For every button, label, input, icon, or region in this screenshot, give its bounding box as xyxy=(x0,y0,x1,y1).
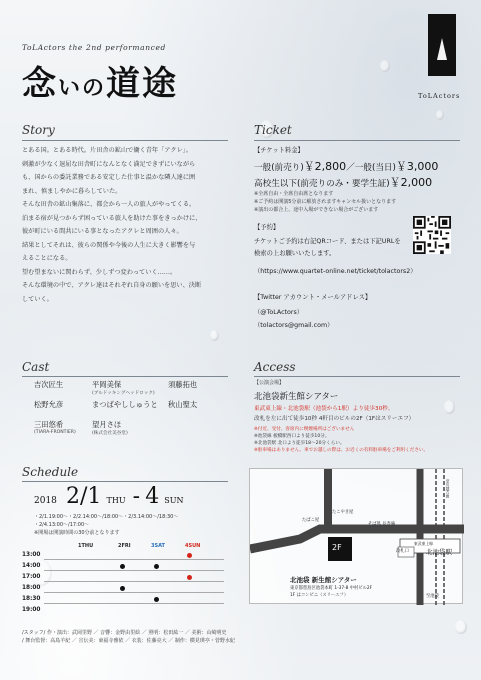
ticket-type: ／一般(当日) xyxy=(346,163,396,173)
performance-dot xyxy=(120,564,125,569)
schedule-note: ・2/4.13:00〜/17:00〜 xyxy=(34,522,90,528)
grid-time: 17:00 xyxy=(22,574,41,580)
access-map[interactable] xyxy=(249,468,463,604)
grid-column-label: 4SUN xyxy=(185,543,201,549)
story-line: 結果としてそれは、彼らの関係や今後の人生に大きく影響を与 xyxy=(22,241,196,249)
schedule-note: ※開場は開演時間の30分前となります xyxy=(34,530,120,536)
access-note: ※池袋線 板橋駅西口より徒歩10分。 xyxy=(254,434,330,439)
map-shop: たこやき屋 xyxy=(332,510,354,515)
grid-time: 18:30 xyxy=(22,596,41,602)
reserve-line: チケットご予約は右記QRコード、または下記URLを xyxy=(254,238,401,245)
credit-line: / 舞台監督：高島羊紀 ／ 宣伝美：東福寺雅依 ／ 衣装：佐藤亮大 ／ 制作：横見瑛亭・菅野水紀 xyxy=(22,638,235,644)
directions-text: 改札を左に出て徒歩10秒 4軒目のビルの2F（1Fはスリーエフ） xyxy=(254,416,415,422)
ticket-price: ￥2,000 xyxy=(389,176,433,189)
cast-list xyxy=(34,380,234,450)
ticket-note: ※全席自由・全席自由席となります xyxy=(254,191,334,197)
ticket-fee-label: 【チケット料金】 xyxy=(254,147,304,154)
grid-time: 18:00 xyxy=(22,585,41,591)
grid-column-label: 2FRI xyxy=(118,543,131,549)
story-text xyxy=(22,144,201,306)
access-notes xyxy=(254,426,428,454)
performance-dot xyxy=(187,553,192,558)
reserve-line: 検索の上お願いいたします。 xyxy=(254,250,336,257)
divider xyxy=(22,376,228,377)
cast-affiliation: (ブルドッキングヘッドロック) xyxy=(92,391,155,396)
reserve-label: 【予約】 xyxy=(254,224,280,231)
map-direction: 至川越方面 xyxy=(446,479,451,498)
map-2f-label: 2F xyxy=(332,543,342,552)
schedule-end: 4 xyxy=(145,484,160,509)
subtitle: ToLActors the 2nd performanced xyxy=(22,43,166,52)
water-drop xyxy=(436,110,444,120)
story-heading: Story xyxy=(22,123,55,137)
cast-member: 松野允彦 xyxy=(34,400,64,409)
grid-line xyxy=(44,581,224,582)
story-line: していく。 xyxy=(22,295,53,303)
performance-dot xyxy=(154,597,159,602)
title-part: 道途 xyxy=(106,64,179,104)
performance-dot xyxy=(120,586,125,591)
divider xyxy=(22,140,228,141)
reservation-url[interactable]: （https://www.quartet-online.net/ticket/tolactors2） xyxy=(254,268,417,275)
schedule-start: 2/1 xyxy=(66,484,102,509)
ticket-line-student xyxy=(254,174,432,190)
grid-time: 14:00 xyxy=(22,563,41,569)
title-part: 念 xyxy=(22,64,58,104)
performance-dot xyxy=(187,575,192,580)
story-line: まれ、慎ましやかに暮らしていた。 xyxy=(22,187,122,195)
story-line: えることになる。 xyxy=(22,255,72,262)
schedule-heading: Schedule xyxy=(22,465,79,479)
story-line: とある国。とある時代。片田舎の鉱山で働く青年「アクレ」。 xyxy=(22,147,192,154)
venue-label: 【公演会場】 xyxy=(254,380,285,386)
parking-note: ※駐車場はありません。車でお越しの際は、お近くの有料駐車場をご利用ください。 xyxy=(254,448,429,453)
grid-time: 13:00 xyxy=(22,552,41,558)
map-station: 北池袋駅 xyxy=(426,548,452,556)
ticket-price: ￥2,800 xyxy=(303,160,347,173)
grid-line xyxy=(44,603,224,604)
water-drop xyxy=(210,330,219,341)
qr-code-icon[interactable] xyxy=(413,216,451,254)
story-line: そんな環境の中で、アクレ達はそれぞれ自身の願いを思い、決断 xyxy=(22,282,202,289)
logo-text: ToLActors xyxy=(418,92,461,100)
cast-member: 望月さほ xyxy=(92,420,122,429)
story-line: そんな田舎の鉱山集落に、都会から一人の旅人がやってくる。 xyxy=(22,201,196,208)
ticket-heading: Ticket xyxy=(254,123,292,137)
grid-line xyxy=(44,559,224,560)
schedule-year: 2018 xyxy=(34,496,57,506)
cast-member: 須藤拓也 xyxy=(168,380,198,389)
cast-member: 三田悠希 xyxy=(34,420,64,429)
map-address: 1F はコンビニ（スリーエフ） xyxy=(290,593,349,598)
divider xyxy=(254,376,460,377)
directions-highlight: 東武東上線・北池袋駅（池袋から1駅）より徒歩30秒。 xyxy=(254,406,394,412)
grid-time: 19:00 xyxy=(22,607,41,613)
ticket-line-general xyxy=(254,158,438,174)
ticket-note: ※演出の都合上、途中入場ができない場合がございます xyxy=(254,207,379,213)
cast-member: 平岡美保 xyxy=(92,380,122,389)
access-note: ※付近、受付、客席内に喫煙場所はございません xyxy=(254,427,355,432)
schedule-dates xyxy=(34,484,184,509)
reserve-text xyxy=(254,236,401,260)
divider xyxy=(22,481,228,482)
access-heading: Access xyxy=(254,360,296,374)
water-drop xyxy=(455,620,467,634)
twitter-account[interactable]: （@ToLActors） xyxy=(254,309,304,316)
divider xyxy=(254,140,460,141)
water-drop xyxy=(444,400,455,414)
story-line: 彼が町にいる間共にいる事となったアクレと周囲の人々。 xyxy=(22,228,183,235)
cast-member: 秋山聖太 xyxy=(168,400,198,409)
grid-line xyxy=(44,570,224,571)
logo-icon xyxy=(428,14,456,76)
map-shop: たばこ屋 xyxy=(302,518,320,523)
grid-line xyxy=(44,592,224,593)
map-line: 東武東上線 xyxy=(414,541,433,546)
map-venue-name: 北池袋 新生館シアター xyxy=(290,576,357,584)
ticket-price: ￥3,000 xyxy=(395,160,439,173)
schedule-start-day: THU xyxy=(106,496,126,505)
cast-member: まつばやししゅうと xyxy=(92,400,158,409)
story-line: も、国からの委託業務である安定した仕事と温かな隣人達に囲 xyxy=(22,174,196,181)
ticket-note: ※ご予約は開演5分前に解放されますキャンセル扱いとなります xyxy=(254,199,397,205)
cast-affiliation: (TIARA-FRONTIER) xyxy=(34,430,76,435)
ticket-type: 一般(前売り) xyxy=(254,163,304,173)
map-address: 東京都豊島区池袋本町 1-37-8 中村ビル2F xyxy=(290,586,373,591)
email-address[interactable]: （tolactors@gmail.com） xyxy=(254,322,334,329)
schedule-grid xyxy=(22,543,232,613)
schedule-dash: - xyxy=(132,484,141,509)
credits xyxy=(22,629,235,645)
map-direction: 至池袋 xyxy=(426,594,439,599)
story-line: 望む望まないに関わらず、少しずつ変わっていく……。 xyxy=(22,268,177,276)
grid-column-label: 1THU xyxy=(78,543,94,549)
page-title xyxy=(22,56,178,105)
cast-member: 吉次匠生 xyxy=(34,380,64,389)
map-gate: 改札口 xyxy=(396,549,409,554)
story-line: 泊まる宿が見つからず困っている旅人を助けた事をきっかけに、 xyxy=(22,214,202,222)
schedule-end-day: SUN xyxy=(164,496,184,505)
access-note: ※北池袋駅 北口より徒歩18〜20分くらい。 xyxy=(254,441,345,446)
cast-heading: Cast xyxy=(22,360,50,374)
twitter-label: 【Twitter アカウント・メールアドレス】 xyxy=(254,294,372,301)
water-drop xyxy=(380,60,390,72)
performance-dot xyxy=(154,564,159,569)
grid-column-label: 3SAT xyxy=(151,543,165,549)
venue-name: 北池袋新生館シアター xyxy=(254,392,339,402)
ticket-notes xyxy=(254,190,396,214)
schedule-notes xyxy=(34,513,178,537)
schedule-note: ・2/1.19:00〜・2/2.14:00〜/18:00〜・2/3.14:00〜/18:30〜 xyxy=(34,514,179,520)
story-line: 刺激が少なく退屈な田舎町になんとなく満足できずにいながら xyxy=(22,160,196,168)
map-shop: そば処 長寿庵 xyxy=(368,522,396,527)
cast-affiliation: (株式会社美谷堂) xyxy=(92,431,128,436)
credit-line: /スタッフ/ 作・演出：武岡里野 ／ 音響：金野由里絵 ／ 照明：松田紘一 ／ 美術：山崎明史 xyxy=(22,630,227,636)
ticket-type: 高校生以下(前売りのみ・要学生証) xyxy=(254,179,390,189)
title-part: の xyxy=(82,75,107,101)
title-part: い xyxy=(58,75,83,101)
